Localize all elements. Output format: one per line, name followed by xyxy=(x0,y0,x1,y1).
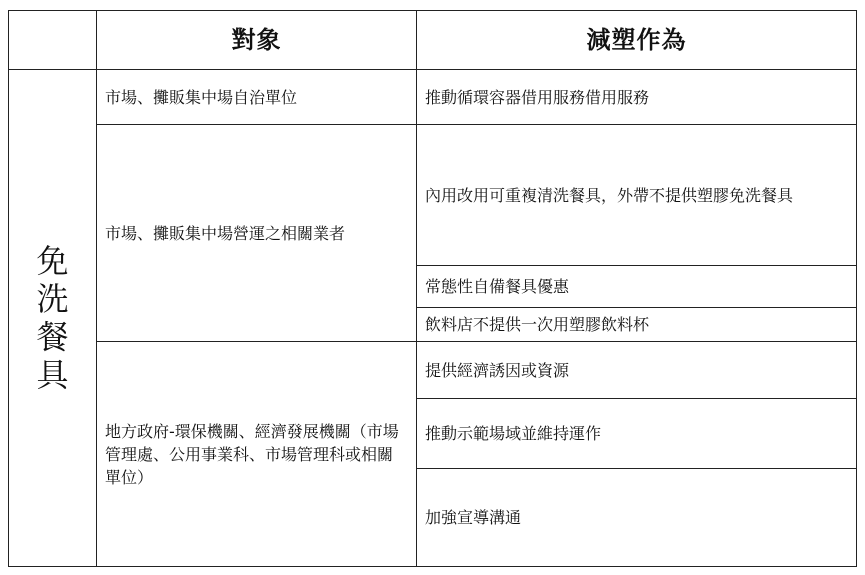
table-row xyxy=(9,342,857,399)
header-target: 對象 xyxy=(97,11,417,70)
target-text: 市場、攤販集中場自治單位 xyxy=(105,87,298,107)
target-cell xyxy=(97,342,417,567)
action-text: 推動示範場域並維持運作 xyxy=(425,424,602,443)
table-row xyxy=(9,70,857,125)
action-cell xyxy=(417,342,857,399)
target-text: 市場、攤販集中場營運之相關業者 xyxy=(105,223,346,243)
category-cell xyxy=(9,70,97,567)
action-cell xyxy=(417,266,857,308)
header-corner-cell xyxy=(9,11,97,70)
target-cell xyxy=(97,70,417,125)
action-cell xyxy=(417,125,857,266)
action-text: 提供經濟誘因或資源 xyxy=(425,360,570,380)
action-cell xyxy=(417,469,857,567)
category-char: 餐 xyxy=(36,318,69,356)
action-text: 推動循環容器借用服務借用服務 xyxy=(425,87,650,107)
table-row xyxy=(9,125,857,266)
action-text: 內用改用可重複清洗餐具，外帶不提供塑膠免洗餐具 xyxy=(425,185,794,205)
header-row xyxy=(9,11,857,70)
target-text: 地方政府-環保機關、經濟發展機關（市場管理處、公用事業科、市場管理科或相關單位） xyxy=(105,421,399,487)
action-cell xyxy=(417,399,857,469)
action-cell xyxy=(417,308,857,342)
action-text: 常態性自備餐具優惠 xyxy=(425,277,570,296)
target-cell xyxy=(97,125,417,342)
category-char: 洗 xyxy=(36,280,69,318)
header-action: 減塑作為 xyxy=(417,11,857,70)
category-char: 具 xyxy=(36,356,69,394)
action-text: 飲料店不提供一次用塑膠飲料杯 xyxy=(425,315,650,334)
action-text: 加強宣導溝通 xyxy=(425,508,522,527)
category-char: 免 xyxy=(36,242,69,280)
policy-table xyxy=(8,10,857,567)
action-cell xyxy=(417,70,857,125)
